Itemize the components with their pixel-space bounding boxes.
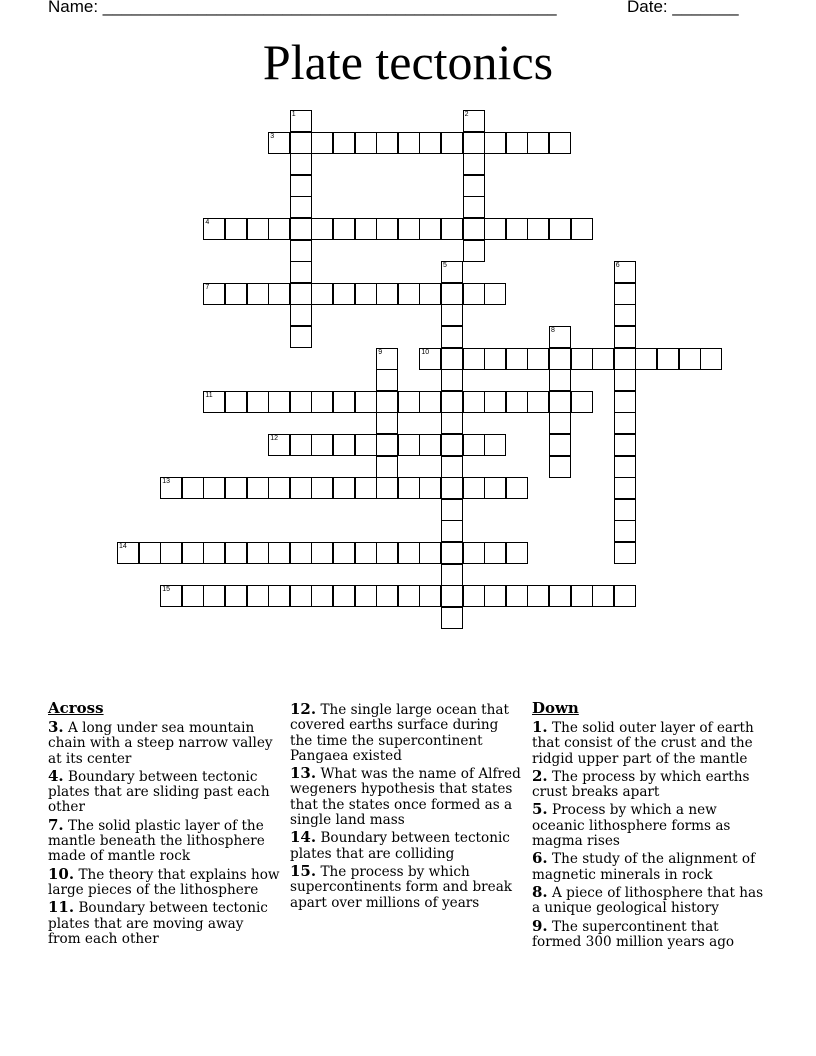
grid-cell[interactable] [441,348,463,370]
grid-cell[interactable] [614,477,636,499]
grid-cell[interactable] [657,348,679,370]
grid-cell[interactable] [484,585,506,607]
grid-cell[interactable] [463,218,485,240]
grid-cell[interactable] [463,175,485,197]
grid-cell[interactable] [355,218,377,240]
grid-cell[interactable] [614,348,636,370]
grid-cell[interactable] [614,434,636,456]
grid-cell[interactable] [290,304,312,326]
grid-cell[interactable] [333,434,355,456]
grid-cell[interactable] [441,391,463,413]
grid-cell[interactable] [247,585,269,607]
grid-cell[interactable] [700,348,722,370]
grid-cell[interactable] [441,412,463,434]
grid-cell[interactable] [571,218,593,240]
grid-cell[interactable] [463,110,485,132]
grid-cell[interactable] [247,542,269,564]
grid-cell[interactable] [549,348,571,370]
grid-cell[interactable] [484,218,506,240]
across-clues-column-2 [290,702,522,913]
grid-cell[interactable] [225,218,247,240]
grid-cell[interactable] [290,585,312,607]
grid-cell[interactable] [268,585,290,607]
grid-cell[interactable] [463,132,485,154]
grid-cell[interactable] [463,477,485,499]
clue-across-7: 7. The solid plastic layer of the mantle beneath the lithosphere made of mantle rock [48,815,265,865]
grid-cell[interactable] [571,391,593,413]
clue-across-13: 13. What was the name of Alfred wegeners hypothesis that states that the states once formed as a single land mass [290,764,521,829]
grid-cell[interactable] [225,391,247,413]
clue-number: 13 [162,478,170,486]
down-heading: Down [532,699,579,717]
clue-number: 8 [551,327,555,334]
grid-cell[interactable] [203,542,225,564]
grid-cell[interactable] [419,132,441,154]
grid-cell[interactable] [268,218,290,240]
clue-across-12: 12. The single large ocean that covered earths surface during the time the supercontinent Pangaea existed [290,700,509,764]
grid-cell[interactable] [441,520,463,542]
grid-cell[interactable] [376,477,398,499]
grid-cell[interactable] [290,240,312,262]
grid-cell[interactable] [376,369,398,391]
clue-down-6: 6. The study of the alignment of magnetic minerals in rock [532,849,756,883]
grid-cell[interactable] [247,391,269,413]
clue-number: 6 [615,262,620,270]
grid-cell[interactable] [441,607,463,629]
grid-cell[interactable] [355,477,377,499]
grid-cell[interactable] [203,218,225,240]
grid-cell[interactable] [160,542,182,564]
page-title: Plate tectonics [262,34,554,90]
grid-cell[interactable] [614,585,636,607]
grid-cell[interactable] [290,326,312,348]
grid-cell[interactable] [333,391,355,413]
grid-cell[interactable] [225,585,247,607]
grid-cell[interactable] [355,391,377,413]
grid-cell[interactable] [614,412,636,434]
clue-number: 3 [270,132,275,140]
grid-cell[interactable] [527,132,549,154]
grid-cell[interactable] [484,391,506,413]
grid-cell[interactable] [376,412,398,434]
grid-cell[interactable] [268,391,290,413]
clue-across-3: 3. A long under sea mountain chain with a steep narrow valley at its center [48,718,273,767]
date-field-label: Date: _______ [627,0,739,16]
grid-cell[interactable] [398,391,420,413]
grid-cell[interactable] [463,153,485,175]
grid-cell[interactable] [376,218,398,240]
grid-cell[interactable] [549,369,571,391]
grid-cell[interactable] [635,348,657,370]
grid-cell[interactable] [117,542,139,564]
grid-cell[interactable] [614,326,636,348]
grid-cell[interactable] [614,261,636,283]
clue-number: 9 [378,348,383,356]
grid-cell[interactable] [290,542,312,564]
grid-cell[interactable] [160,585,182,607]
grid-cell[interactable] [268,434,290,456]
grid-cell[interactable] [549,391,571,413]
grid-cell[interactable] [506,542,528,564]
grid-cell[interactable] [527,218,549,240]
grid-cell[interactable] [614,391,636,413]
grid-cell[interactable] [225,283,247,305]
grid-cell[interactable] [463,283,485,305]
grid-cell[interactable] [355,542,377,564]
clue-across-15: 15. The process by which supercontinents form and break apart over millions of years [290,861,513,911]
grid-cell[interactable] [549,456,571,478]
grid-cell[interactable] [139,542,161,564]
grid-cell[interactable] [311,283,333,305]
grid-cell[interactable] [311,585,333,607]
grid-cell[interactable] [484,542,506,564]
grid-cell[interactable] [268,283,290,305]
grid-cell[interactable] [398,434,420,456]
clue-number: 11 [205,391,213,399]
down-clues-column [532,700,768,952]
grid-cell[interactable] [441,434,463,456]
grid-cell[interactable] [311,434,333,456]
grid-cell[interactable] [376,132,398,154]
grid-cell[interactable] [549,412,571,434]
grid-cell[interactable] [247,283,269,305]
grid-cell[interactable] [441,499,463,521]
grid-cell[interactable] [484,132,506,154]
grid-cell[interactable] [463,391,485,413]
clue-number: 2 [464,111,469,118]
grid-cell[interactable] [484,477,506,499]
grid-cell[interactable] [182,585,204,607]
grid-cell[interactable] [614,499,636,521]
grid-cell[interactable] [268,542,290,564]
grid-cell[interactable] [398,283,420,305]
grid-cell[interactable] [614,520,636,542]
clue-down-9: 9. The supercontinent that formed 300 million years ago [532,916,735,950]
grid-cell[interactable] [419,542,441,564]
clue-across-14: 14. Boundary between tectonic plates that are colliding [290,828,510,862]
grid-cell[interactable] [506,348,528,370]
grid-cell[interactable] [463,434,485,456]
grid-cell[interactable] [398,477,420,499]
grid-cell[interactable] [355,434,377,456]
grid-cell[interactable] [311,132,333,154]
grid-cell[interactable] [441,456,463,478]
clue-number: 10 [421,348,430,356]
grid-cell[interactable] [182,477,204,499]
grid-cell[interactable] [182,542,204,564]
grid-cell[interactable] [441,326,463,348]
grid-cell[interactable] [549,218,571,240]
grid-cell[interactable] [290,175,312,197]
clue-number: 15 [162,586,170,594]
grid-cell[interactable] [614,542,636,564]
grid-cell[interactable] [333,132,355,154]
grid-cell[interactable] [247,477,269,499]
grid-cell[interactable] [463,196,485,218]
grid-cell[interactable] [290,477,312,499]
grid-cell[interactable] [419,218,441,240]
clue-down-2: 2. The process by which earths crust breaks apart [532,766,750,801]
grid-cell[interactable] [571,348,593,370]
grid-cell[interactable] [290,391,312,413]
name-field-label: Name: ________________________________________________ [48,0,557,16]
clue-number: 1 [291,111,296,118]
grid-cell[interactable] [290,153,312,175]
grid-cell[interactable] [376,542,398,564]
grid-cell[interactable] [527,348,549,370]
grid-cell[interactable] [333,585,355,607]
grid-cell[interactable] [484,348,506,370]
grid-cell[interactable] [419,391,441,413]
grid-cell[interactable] [614,283,636,305]
grid-cell[interactable] [614,456,636,478]
grid-cell[interactable] [463,585,485,607]
clue-across-4: 4. Boundary between tectonic plates that are sliding past each other [48,766,270,816]
across-clues-column-1 [48,700,280,949]
grid-cell[interactable] [506,585,528,607]
grid-cell[interactable] [398,132,420,154]
grid-cell[interactable] [592,348,614,370]
grid-cell[interactable] [614,304,636,326]
grid-cell[interactable] [506,218,528,240]
grid-cell[interactable] [484,283,506,305]
grid-cell[interactable] [549,434,571,456]
grid-cell[interactable] [441,477,463,499]
clue-number: 7 [205,283,210,291]
grid-cell[interactable] [376,456,398,478]
grid-cell[interactable] [549,326,571,348]
grid-cell[interactable] [355,132,377,154]
grid-cell[interactable] [290,283,312,305]
grid-cell[interactable] [614,369,636,391]
clue-across-11: 11. Boundary between tectonic plates that are moving away from each other [48,898,268,947]
grid-cell[interactable] [441,542,463,564]
grid-cell[interactable] [463,348,485,370]
grid-cell[interactable] [290,110,312,132]
across-heading: Across [48,699,104,717]
grid-cell[interactable] [679,348,701,370]
grid-cell[interactable] [592,585,614,607]
grid-cell[interactable] [225,542,247,564]
grid-cell[interactable] [333,283,355,305]
grid-cell[interactable] [225,477,247,499]
grid-cell[interactable] [398,218,420,240]
grid-cell[interactable] [419,348,441,370]
grid-cell[interactable] [376,391,398,413]
grid-cell[interactable] [376,283,398,305]
grid-cell[interactable] [419,434,441,456]
grid-cell[interactable] [441,585,463,607]
grid-cell[interactable] [355,283,377,305]
grid-cell[interactable] [203,585,225,607]
grid-cell[interactable] [506,132,528,154]
grid-cell[interactable] [441,132,463,154]
clue-number: 4 [205,219,210,226]
grid-cell[interactable] [441,261,463,283]
grid-cell[interactable] [419,283,441,305]
grid-cell[interactable] [290,218,312,240]
grid-cell[interactable] [484,434,506,456]
grid-cell[interactable] [290,196,312,218]
grid-cell[interactable] [311,477,333,499]
grid-cell[interactable] [463,240,485,262]
grid-cell[interactable] [376,585,398,607]
grid-cell[interactable] [311,542,333,564]
grid-cell[interactable] [290,132,312,154]
grid-cell[interactable] [398,585,420,607]
clue-down-5: 5. Process by which a new oceanic lithosphere forms as magma rises [532,800,731,850]
grid-cell[interactable] [290,261,312,283]
grid-cell[interactable] [506,391,528,413]
clue-number: 12 [270,435,278,442]
grid-cell[interactable] [333,542,355,564]
grid-cell[interactable] [441,304,463,326]
grid-cell[interactable] [527,391,549,413]
grid-cell[interactable] [463,542,485,564]
grid-cell[interactable] [290,434,312,456]
clue-number: 5 [443,262,447,270]
grid-cell[interactable] [203,477,225,499]
grid-cell[interactable] [376,348,398,370]
grid-cell[interactable] [160,477,182,499]
clue-across-10: 10. The theory that explains how large pieces of the lithosphere [48,864,280,898]
grid-cell[interactable] [571,585,593,607]
grid-cell[interactable] [419,585,441,607]
grid-cell[interactable] [355,585,377,607]
grid-cell[interactable] [203,283,225,305]
grid-cell[interactable] [441,564,463,586]
grid-cell[interactable] [506,477,528,499]
grid-cell[interactable] [333,477,355,499]
grid-cell[interactable] [441,369,463,391]
grid-cell[interactable] [311,218,333,240]
grid-cell[interactable] [419,477,441,499]
grid-cell[interactable] [247,218,269,240]
grid-cell[interactable] [527,585,549,607]
grid-cell[interactable] [311,391,333,413]
clue-down-1: 1. The solid outer layer of earth that consist of the crust and the ridgid upper part of the mantle [532,718,754,767]
clue-down-8: 8. A piece of lithosphere that has a unique geological history [532,882,764,917]
grid-cell[interactable] [333,218,355,240]
grid-cell[interactable] [441,283,463,305]
grid-cell[interactable] [398,542,420,564]
grid-cell[interactable] [268,132,290,154]
clue-number: 14 [119,543,127,550]
grid-cell[interactable] [376,434,398,456]
grid-cell[interactable] [549,132,571,154]
grid-cell[interactable] [268,477,290,499]
grid-cell[interactable] [441,218,463,240]
grid-cell[interactable] [203,391,225,413]
grid-cell[interactable] [549,585,571,607]
